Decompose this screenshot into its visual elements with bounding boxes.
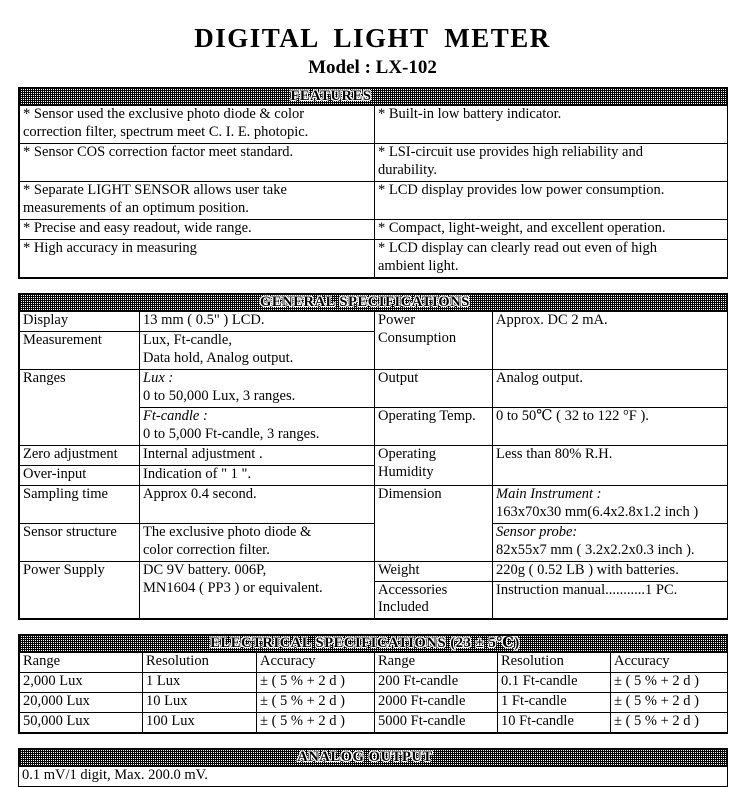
spec-label-line: Humidity <box>378 463 434 480</box>
feature-cell <box>375 240 728 278</box>
table-row <box>20 713 728 733</box>
feature-cell <box>20 182 375 220</box>
spec-value <box>493 311 728 369</box>
table-row <box>20 240 728 278</box>
resolution-cell: 10 Ft-candle <box>498 713 611 733</box>
electrical-specs-block <box>18 634 728 734</box>
table-header-row <box>20 653 728 673</box>
resolution-cell: 1 Ft-candle <box>498 693 611 713</box>
feature-cell <box>375 220 728 240</box>
analog-output-table <box>19 766 727 786</box>
spec-label: Dimension <box>375 485 493 561</box>
resolution-cell: 1 Lux <box>143 673 257 693</box>
spec-value: 0 to 50℃ ( 32 to 122 °F ). <box>493 407 728 445</box>
column-header-accuracy-lux: Accuracy <box>257 653 375 673</box>
table-row <box>20 220 728 240</box>
table-row <box>20 311 728 331</box>
spec-value-line: Ft-candle : <box>143 407 208 424</box>
table-row <box>20 693 728 713</box>
feature-line: correction filter, spectrum meet C. I. E. photopic. <box>23 124 309 141</box>
spec-label <box>375 311 493 369</box>
spec-label-line: Included <box>378 599 429 616</box>
analog-output-banner-label: ANALOG OUTPUT <box>297 749 433 766</box>
feature-cell <box>20 144 375 182</box>
spec-value-line: The exclusive photo diode & <box>143 523 312 540</box>
spec-label-line: Power <box>378 311 416 328</box>
spec-label: Operating Temp. <box>375 407 493 445</box>
spec-value-line: 0 to 50,000 Lux, 3 ranges. <box>143 387 296 404</box>
features-banner-label: FEATURES <box>290 88 372 105</box>
range-cell: 5000 Ft-candle <box>375 713 498 733</box>
table-row <box>20 106 728 144</box>
spec-value: Approx 0.4 second. <box>140 485 375 523</box>
spec-value-line: Data hold, Analog output. <box>143 349 294 366</box>
accuracy-cell: ± ( 5 % + 2 d ) <box>257 713 375 733</box>
spec-label: Over-input <box>20 465 140 485</box>
spec-label: Power Supply <box>20 561 140 619</box>
feature-line: * Sensor used the exclusive photo diode & color <box>23 106 305 123</box>
spec-value: Indication of " 1 ". <box>140 465 375 485</box>
column-header-accuracy-ftc: Accuracy <box>611 653 728 673</box>
accuracy-cell: ± ( 5 % + 2 d ) <box>611 673 728 693</box>
spec-value: 220g ( 0.52 LB ) with batteries. <box>493 561 728 581</box>
spec-value: Instruction manual...........1 PC. <box>493 581 728 619</box>
spec-label: Output <box>375 369 493 407</box>
table-row <box>20 485 728 523</box>
table-row <box>20 561 728 581</box>
general-specs-banner-label: GENERAL SPECIFICATIONS <box>260 293 470 310</box>
analog-output-block <box>18 748 728 787</box>
accuracy-cell: ± ( 5 % + 2 d ) <box>611 693 728 713</box>
spec-label <box>375 581 493 619</box>
spec-label: Zero adjustment <box>20 445 140 465</box>
feature-line: * Sensor COS correction factor meet standard. <box>23 144 294 161</box>
features-block <box>18 87 728 279</box>
spec-value-line: 13 mm ( 0.5" ) LCD. <box>143 311 265 328</box>
spec-label: Display <box>20 311 140 331</box>
spec-value: Analog output. <box>493 369 728 407</box>
accuracy-cell: ± ( 5 % + 2 d ) <box>257 673 375 693</box>
column-header-resolution-lux: Resolution <box>143 653 257 673</box>
feature-cell <box>375 106 728 144</box>
accuracy-cell: ± ( 5 % + 2 d ) <box>611 713 728 733</box>
spec-value <box>140 331 375 369</box>
feature-line: durability. <box>378 162 438 179</box>
spec-value <box>493 485 728 523</box>
electrical-specs-banner-label: ELECTRICAL SPECIFICATIONS (23 ± 5℃) <box>210 635 520 652</box>
spec-value <box>140 369 375 407</box>
table-row <box>20 445 728 465</box>
feature-line: * Separate LIGHT SENSOR allows user take <box>23 182 287 199</box>
spec-value-line: 163x70x30 mm(6.4x2.8x1.2 inch ) <box>496 503 699 520</box>
spec-value <box>140 311 375 331</box>
accuracy-cell: ± ( 5 % + 2 d ) <box>257 693 375 713</box>
features-table <box>19 105 728 278</box>
range-cell: 2000 Ft-candle <box>375 693 498 713</box>
page-title: DIGITAL LIGHT METER <box>194 23 551 53</box>
spec-label: Sampling time <box>20 485 140 523</box>
table-row <box>20 673 728 693</box>
table-row <box>20 523 728 561</box>
spec-value-line: Approx. DC 2 mA. <box>496 311 608 328</box>
spec-label-line: Operating <box>378 445 436 462</box>
range-cell: 2,000 Lux <box>20 673 143 693</box>
range-cell: 50,000 Lux <box>20 713 143 733</box>
resolution-cell: 0.1 Ft-candle <box>498 673 611 693</box>
analog-output-value: 0.1 mV/1 digit, Max. 200.0 mV. <box>19 767 727 786</box>
table-row <box>20 369 728 407</box>
table-row <box>19 767 727 786</box>
spec-label: Ranges <box>20 369 140 445</box>
feature-cell <box>20 106 375 144</box>
column-header-resolution-ftc: Resolution <box>498 653 611 673</box>
general-specs-banner <box>19 294 727 311</box>
feature-cell <box>375 144 728 182</box>
feature-cell <box>20 240 375 278</box>
spec-value-line: Sensor probe: <box>496 523 578 540</box>
column-header-range-ftc: Range <box>375 653 498 673</box>
spec-value <box>140 561 375 619</box>
spec-label: Sensor structure <box>20 523 140 561</box>
column-header-range-lux: Range <box>20 653 143 673</box>
range-cell: 20,000 Lux <box>20 693 143 713</box>
feature-line: * Compact, light-weight, and excellent operation. <box>378 220 666 237</box>
resolution-cell: 10 Lux <box>143 693 257 713</box>
feature-line: * LCD display provides low power consumption. <box>378 182 665 199</box>
features-banner <box>19 88 727 105</box>
spec-value-line: DC 9V battery. 006P, <box>143 561 267 578</box>
spec-value <box>493 523 728 561</box>
feature-line: * Built-in low battery indicator. <box>378 106 562 123</box>
spec-label: Measurement <box>20 331 140 369</box>
feature-line: * Precise and easy readout, wide range. <box>23 220 252 237</box>
feature-line: * High accuracy in measuring <box>23 240 197 257</box>
table-row <box>20 182 728 220</box>
spec-value-line: 82x55x7 mm ( 3.2x2.2x0.3 inch ). <box>496 541 695 558</box>
spec-value-line: MN1604 ( PP3 ) or equivalent. <box>143 579 323 596</box>
table-row <box>20 144 728 182</box>
spec-value-line: Lux : <box>143 369 174 386</box>
electrical-specs-table <box>19 652 728 733</box>
feature-line: measurements of an optimum position. <box>23 200 249 217</box>
general-specs-block <box>18 293 728 621</box>
spec-value: Less than 80% R.H. <box>493 445 728 485</box>
spec-label-line: Accessories <box>378 581 448 598</box>
model-subtitle: Model : LX-102 <box>308 57 437 79</box>
resolution-cell: 100 Lux <box>143 713 257 733</box>
spec-value: Internal adjustment . <box>140 445 375 465</box>
feature-line: * LSI-circuit use provides high reliability and <box>378 144 643 161</box>
electrical-specs-banner <box>19 635 727 652</box>
spec-value <box>140 407 375 445</box>
spec-label: Weight <box>375 561 493 581</box>
feature-cell <box>375 182 728 220</box>
general-specs-table <box>19 311 728 620</box>
feature-line: * LCD display can clearly read out even of high <box>378 240 658 257</box>
spec-value-line: Main Instrument : <box>496 485 602 502</box>
feature-line: ambient light. <box>378 257 459 274</box>
spec-value-line: Lux, Ft-candle, <box>143 331 232 348</box>
range-cell: 200 Ft-candle <box>375 673 498 693</box>
spec-value <box>140 523 375 561</box>
feature-cell <box>20 220 375 240</box>
spec-label <box>375 445 493 485</box>
spec-value-line: 0 to 5,000 Ft-candle, 3 ranges. <box>143 425 320 442</box>
spec-label-line: Consumption <box>378 329 457 346</box>
spec-value-line: color correction filter. <box>143 541 270 558</box>
